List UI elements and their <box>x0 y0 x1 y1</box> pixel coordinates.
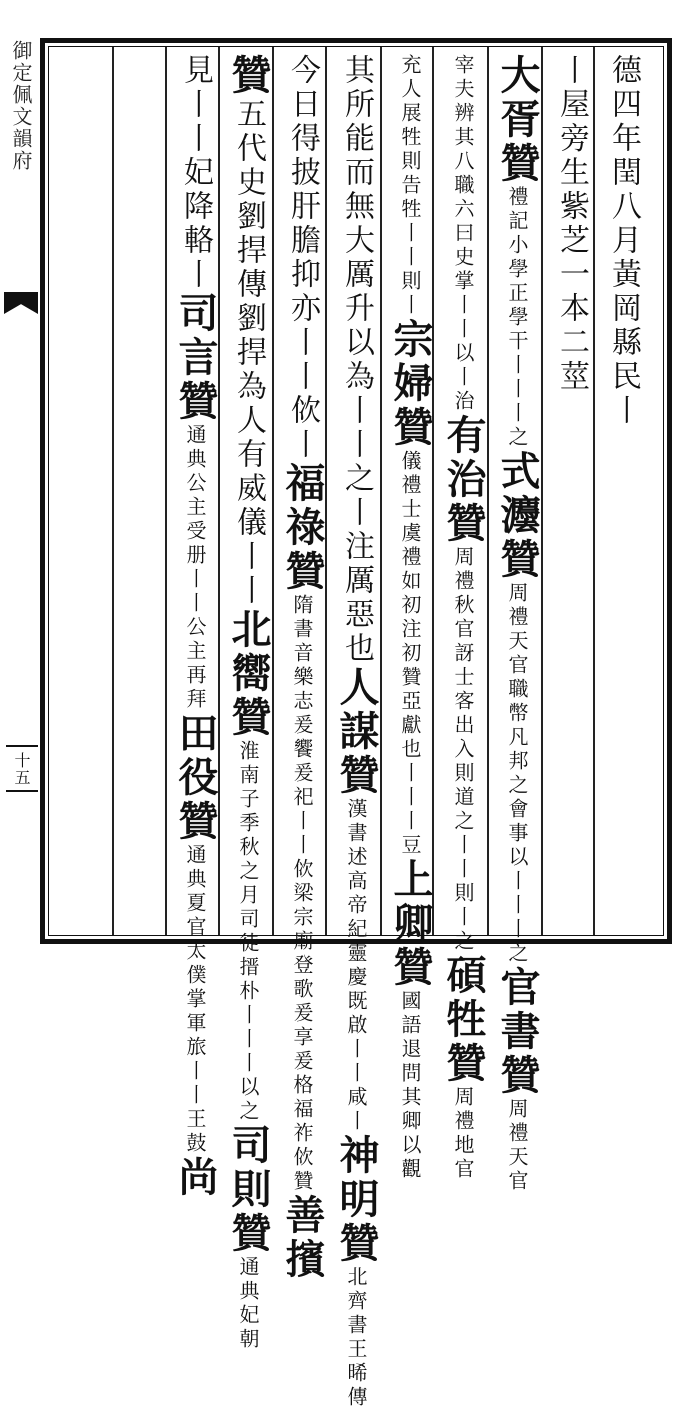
column-rule <box>487 47 489 935</box>
text-column-3 <box>491 54 541 1194</box>
entry-heading: 司則贊 <box>225 1124 272 1256</box>
text-column-9 <box>169 54 219 1200</box>
annotation-text: 隋書音樂志爰饗爰祀丨丨佽梁宗廟登歌爰享爰格福祚佽贊 <box>290 594 314 1194</box>
annotation-text: 充人展牲則告牲丨丨則丨 <box>398 54 422 318</box>
annotation-text: 國語退問其卿以觀 <box>398 990 422 1182</box>
body-text: 德四年閏八月黃岡縣民丨 <box>606 54 641 428</box>
body-text: 五代史劉捍傳劉捍為人有威儀丨丨 <box>231 98 266 608</box>
annotation-text: 北齊書王晞傳 <box>344 1266 368 1410</box>
body-text: 見丨丨妃降輅丨 <box>178 54 213 292</box>
annotation-text: 周禮秋官訝士客出入則道之丨丨則丨之 <box>451 546 475 954</box>
entry-heading: 宗婦贊 <box>387 318 434 450</box>
entry-heading: 北嚮贊 <box>225 608 272 740</box>
column-rule <box>112 47 114 935</box>
entry-heading: 人謀贊 <box>333 666 380 798</box>
entry-heading: 贊 <box>225 54 272 98</box>
entry-heading: 司言贊 <box>172 292 219 424</box>
entry-heading: 碩牲贊 <box>440 954 487 1086</box>
entry-heading: 式灋贊 <box>494 450 541 582</box>
column-rule <box>165 47 167 935</box>
entry-heading: 尚 <box>172 1156 219 1200</box>
column-rule <box>432 47 434 935</box>
column-rule <box>593 47 595 935</box>
body-text: 其所能而無大厲升以為丨丨之丨注厲惡也 <box>339 54 374 666</box>
page-number: 十五 <box>12 752 31 786</box>
body-text: 今日得披肝膽抑亦丨丨佽丨 <box>285 54 320 462</box>
entry-heading: 善擯 <box>279 1194 326 1282</box>
annotation-text: 通典公主受册丨丨公主再拜 <box>183 424 207 712</box>
text-column-8 <box>222 54 272 1352</box>
entry-heading: 官書贊 <box>494 966 541 1098</box>
annotation-text: 儀禮士虞禮如初注初贊亞獻也丨丨丨豆 <box>398 450 422 858</box>
annotation-text: 宰夫辨其八職六曰史掌丨丨以丨治 <box>451 54 475 414</box>
annotation-text: 周禮天官職幣凡邦之會事以丨丨丨之 <box>505 582 529 966</box>
text-column-5 <box>384 54 434 1182</box>
annotation-text: 淮南子季秋之月司徒搢朴丨丨丨以之 <box>236 740 260 1124</box>
page-number-rule <box>6 745 38 747</box>
column-rule <box>272 47 274 935</box>
page-number-rule <box>6 790 38 792</box>
annotation-text: 漢書述高帝紀靈慶既啟丨丨咸丨 <box>344 798 368 1134</box>
annotation-text: 周禮地官 <box>451 1086 475 1182</box>
text-column-1 <box>598 54 641 930</box>
column-rule <box>380 47 382 935</box>
entry-heading: 神明贊 <box>333 1134 380 1266</box>
book-title: 御定佩文韻府 <box>9 40 33 172</box>
annotation-text: 通典妃朝 <box>236 1256 260 1352</box>
text-column-4 <box>437 54 487 1182</box>
body-text: 丨屋旁生紫芝一本二莖 <box>554 54 589 394</box>
text-column-7 <box>276 54 326 1282</box>
text-column-2 <box>546 54 589 930</box>
annotation-text: 禮記小學正學干丨丨丨之 <box>505 186 529 450</box>
annotation-text: 通典夏官太僕掌軍旅丨丨王鼓 <box>183 844 207 1156</box>
entry-heading: 福祿贊 <box>279 462 326 594</box>
column-rule <box>541 47 543 935</box>
annotation-text: 周禮天官 <box>505 1098 529 1194</box>
entry-heading: 有治贊 <box>440 414 487 546</box>
entry-heading: 大胥贊 <box>494 54 541 186</box>
entry-heading: 上卿贊 <box>387 858 434 990</box>
entry-heading: 田役贊 <box>172 712 219 844</box>
text-column-6 <box>330 54 380 1410</box>
